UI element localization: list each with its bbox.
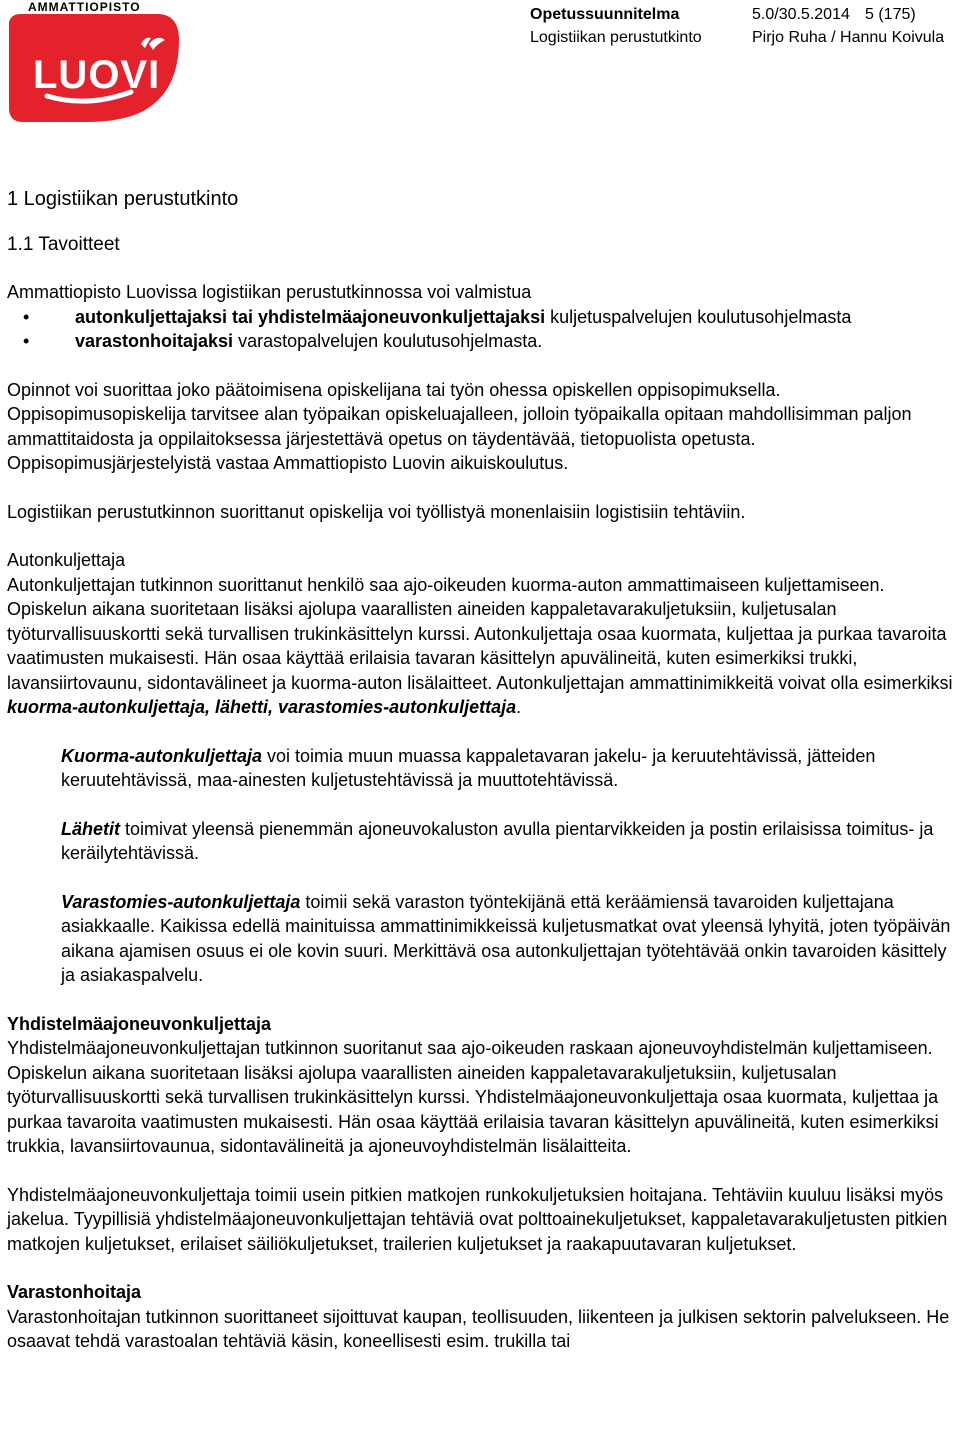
study-paragraph: Opinnot voi suorittaa joko päätoimisena opiskelijana tai työn ohessa opiskellen oppisopimuksella. Oppisopimusopiskelija tarvitsee alan työpaikan opiskeluajalleen, jolloin työpaikalla opitaan mahdollisimman paljon ammattitaidosta ja oppilaitoksessa järjestettävä opetus on täydentävää, tietopuolista opetusta. Oppisopimusjärjestelyistä vastaa Ammattiopisto Luovin aikuiskoulutus. <box>7 379 912 473</box>
subsection-heading: 1.1 Tavoitteet <box>7 234 120 255</box>
combo-paragraph-2: Yhdistelmäajoneuvonkuljettaja toimii usein pitkien matkojen runkokuljetuksien hoitajana. Tehtäviin kuuluu lisäksi myös jakelua. Tyypillisiä yhdistelmäajoneuvonkuljettajan tehtäviä ovat polttoainekuljetukset, kappaletavarakuljetusten pitkien matkojen kuljetukset, erilaiset säiliökuljetukset, trailerien kuljetukset ja raakapuutavaran kuljetukset. <box>7 1184 948 1254</box>
section-heading: 1 Logistiikan perustutkinto <box>7 188 239 210</box>
combo-heading: Yhdistelmäajoneuvonkuljettaja <box>7 1013 272 1034</box>
header-left-col <box>530 3 702 49</box>
goals-list <box>7 305 957 354</box>
doc-type: Opetussuunnitelma <box>530 6 680 23</box>
role-paragraph: Kuorma-autonkuljettaja voi toimia muun muassa kappaletavaran jakelu- ja keruutehtävissä, jätteiden keruutehtävissä, maa-ainesten kuljetustehtävissä ja muuttotehtävissä. <box>61 745 876 790</box>
warehouse-heading: Varastonhoitaja <box>7 1282 142 1302</box>
authors: Pirjo Ruha / Hannu Koivula <box>752 29 945 46</box>
bullet-icon: • <box>23 331 30 351</box>
header-page <box>865 3 916 26</box>
role-paragraph: Varastomies-autonkuljettaja toimii sekä varaston työntekijänä että keräämiensä tavaroiden kuljettajana asiakkaalle. Kaikissa edellä mainituissa ammattinimikkeissä kuljetusmatkat ovat yleensä lyhyitä, joten työpäivän aikana ajamisen osuus ei ole kovin suuri. Merkittävä osa autonkuljettajan työtehtävää onkin tavaroiden käsittely ja asiakaspalvelu. <box>61 891 951 985</box>
list-item: • autonkuljettajaksi tai yhdistelmäajoneuvonkuljettajaksi kuljetuspalvelujen koulutusohjelmasta <box>75 305 957 330</box>
role-paragraph: Lähetit toimivat yleensä pienemmän ajoneuvokaluston avulla pientarvikkeiden ja postin erilaisissa toimitus- ja keräilytehtävissä. <box>61 818 934 863</box>
driver-heading: Autonkuljettaja <box>7 550 126 570</box>
intro-text: Ammattiopisto Luovissa logistiikan perustutkinnossa voi valmistua <box>7 282 532 302</box>
header-authors <box>752 26 944 49</box>
document-body <box>7 186 957 1354</box>
degree-name: Logistiikan perustutkinto <box>530 29 702 46</box>
svg-text:LUOVI: LUOVI <box>33 53 161 97</box>
driver-paragraph: Autonkuljettajan tutkinnon suorittanut henkilö saa ajo-oikeuden kuorma-auton ammattimaiseen kuljettamiseen. Opiskelun aikana suoritetaan lisäksi ajolupa vaarallisten aineiden kappaletavarakuljetuksiin, kuljetusalan työturvallisuuskortti sekä turvallisen trukinkäsittelyn kurssi. Autonkuljettaja osaa kuormata, kuljettaa ja purkaa tavaroita vaatimusten mukaisesti. Hän osaa käyttää erilaisia tavaran käsittelyn apuvälineitä, kuten esimerkiksi trukki, lavansiirtovaunu, sidontavälineet ja kuorma-auton lisälaitteet. Autonkuljettajan ammattinimikkeitä voivat olla esimerkiksi kuorma-autonkuljettaja, lähetti, varastomies-autonkuljettaja. <box>7 574 953 717</box>
page-number: 5 (175) <box>865 6 916 23</box>
combo-paragraph: Yhdistelmäajoneuvonkuljettajan tutkinnon suoritanut saa ajo-oikeuden raskaan ajoneuvoyhdistelmän kuljettamiseen. Opiskelun aikana suoritetaan lisäksi ajolupa vaarallisten aineiden kappaletavarakuljetuksiin, kuljetusalan työturvallisuuskortti sekä turvallisen trukinkäsittelyn kurssi. Yhdistelmäajoneuvonkuljettaja osaa kuormata, kuljettaa ja purkaa tavaroita vaatimusten mukaisesti. Hän osaa käyttää erilaisia tavaran käsittelyn apuvälineitä, kuten esimerkiksi trukkia, lavansiirtovaunua, sidontavälineitä ja ajoneuvoyhdistelmän lisälaitteita. <box>7 1038 939 1156</box>
luovi-logo <box>7 0 182 125</box>
warehouse-paragraph: Varastonhoitajan tutkinnon suorittaneet sijoittuvat kaupan, teollisuuden, liikenteen ja julkisen sektorin palvelukseen. He osaavat tehdä varastoalan tehtäviä käsin, koneellisesti esim. trukilla tai <box>7 1306 950 1351</box>
employment-paragraph: Logistiikan perustutkinnon suorittanut opiskelija voi työllistyä monenlaisiin logistisiin tehtäviin. <box>7 501 746 522</box>
version: 5.0/30.5.2014 <box>752 6 850 23</box>
header-version <box>752 3 850 26</box>
bullet-icon: • <box>23 306 30 327</box>
logo-caption: AMMATTIOPISTO <box>28 0 141 14</box>
list-item: • varastonhoitajaksi varastopalvelujen koulutusohjelmasta. <box>75 329 957 354</box>
